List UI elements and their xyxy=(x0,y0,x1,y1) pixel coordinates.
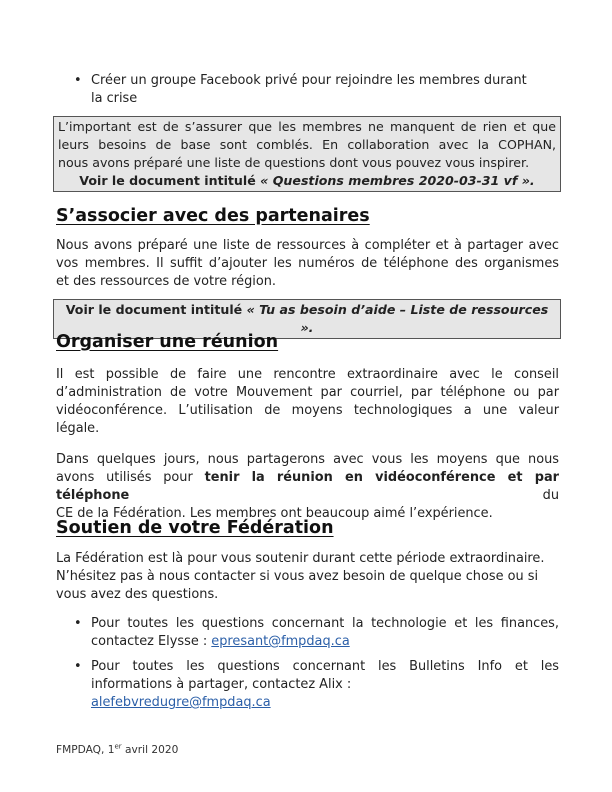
bullet-text-line xyxy=(91,694,559,712)
questions-box xyxy=(53,116,561,192)
paragraph-line: d’administration de votre Mouvement par courriel, par téléphone ou par xyxy=(56,385,559,400)
meeting-paragraph-1 xyxy=(56,366,559,438)
bullet-text-line: Créer un groupe Facebook privé pour rejoindre les membres durant xyxy=(91,73,527,88)
footer-superscript: er xyxy=(114,742,122,751)
bullet-text-line: Pour toutes les questions concernant la technologie et les finances, xyxy=(91,616,559,631)
paragraph-line: vos membres. Il suffit d’ajouter les numéros de téléphone des organismes xyxy=(56,256,559,271)
text-segment: avons utilisés pour xyxy=(56,470,205,485)
meeting-paragraph-2 xyxy=(56,451,559,523)
paragraph-line: Dans quelques jours, nous partagerons avec vous les moyens que nous xyxy=(56,452,559,467)
text-segment: contactez Elysse : xyxy=(91,634,212,649)
box-text-line: leurs besoins de base sont comblés. En collaboration avec la COPHAN, xyxy=(58,137,556,152)
bullet-dot: • xyxy=(74,73,82,88)
footer-suffix: avril 2020 xyxy=(121,744,179,756)
partners-paragraph xyxy=(56,237,559,291)
reference-prefix: Voir le document intitulé xyxy=(65,302,247,317)
paragraph-line: légale. xyxy=(56,421,100,436)
paragraph-line: Il est possible de faire une rencontre extraordinaire avec le conseil xyxy=(56,367,559,382)
paragraph-line: La Fédération est là pour vous soutenir durant cette période extraordinaire. xyxy=(56,551,545,566)
bullet-dot: • xyxy=(74,616,82,631)
footer-prefix: FMPDAQ, 1 xyxy=(56,744,115,756)
paragraph-line: N’hésitez pas à nous contacter si vous avez besoin de quelque chose ou si xyxy=(56,569,539,584)
bold-text-segment: tenir la réunion en vidéoconférence et par téléphone xyxy=(56,470,559,503)
document-reference xyxy=(58,172,556,190)
box-text-line: L’important est de s’assurer que les membres ne manquent de rien et que xyxy=(58,119,556,134)
reference-title: « Questions membres 2020-03-31 vf ». xyxy=(260,173,535,188)
box-text-line: nous avons préparé une liste de questions dont vous pouvez vous inspirer. xyxy=(58,155,530,170)
reference-prefix: Voir le document intitulé xyxy=(79,173,261,188)
paragraph-line: et des ressources de votre région. xyxy=(56,274,276,289)
bullet-text-line xyxy=(91,633,559,651)
paragraph-line: CE de la Fédération. Les membres ont beaucoup aimé l’expérience. xyxy=(56,506,493,521)
bullet-text-line: Pour toutes les questions concernant les Bulletins Info et les xyxy=(91,659,559,674)
text-segment: du xyxy=(129,488,559,503)
email-link-elysse[interactable]: epresant@fmpdaq.ca xyxy=(211,634,350,649)
email-link-alix[interactable]: alefebvredugre@fmpdaq.ca xyxy=(91,695,271,710)
section-heading-meeting: Organiser une réunion xyxy=(56,332,279,352)
paragraph-line: vidéoconférence. L’utilisation de moyens technologiques a une valeur xyxy=(56,403,559,418)
paragraph-line: Nous avons préparé une liste de ressources à compléter et à partager avec xyxy=(56,238,559,253)
bullet-dot: • xyxy=(74,659,82,674)
page-footer xyxy=(56,744,178,756)
support-paragraph xyxy=(56,550,559,604)
section-heading-support: Soutien de votre Fédération xyxy=(56,518,334,538)
bullet-text-line: informations à partager, contactez Alix : xyxy=(91,677,352,692)
section-heading-partners: S’associer avec des partenaires xyxy=(56,206,370,226)
paragraph-line xyxy=(56,469,559,505)
paragraph-line: vous avez des questions. xyxy=(56,587,219,602)
reference-title: « Tu as besoin d’aide – Liste de ressources ». xyxy=(246,302,549,335)
bullet-text-line: la crise xyxy=(91,91,138,106)
